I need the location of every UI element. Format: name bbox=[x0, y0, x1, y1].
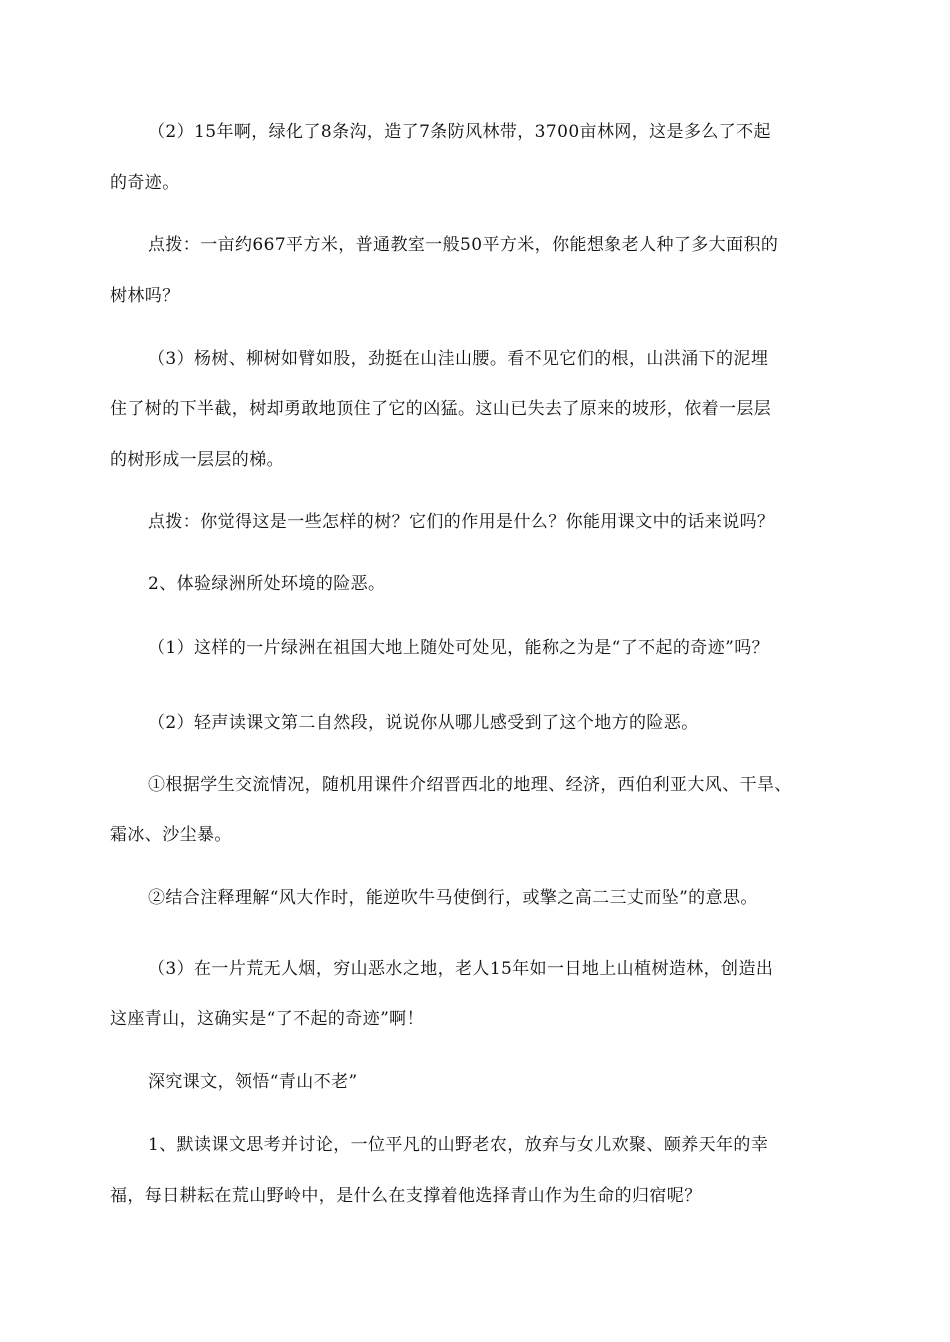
paragraph-p12-line-2: 福，每日耕耘在荒山野岭中，是什么在支撑着他选择青山作为生命的归宿呢？ bbox=[110, 1186, 702, 1206]
paragraph-p8-line-2: 霜冰、沙尘暴。 bbox=[110, 825, 232, 845]
paragraph-p1-line-2: 的奇迹。 bbox=[110, 173, 180, 193]
paragraph-p3-line-3: 的树形成一层层的梯。 bbox=[110, 450, 284, 470]
paragraph-p4-line-1: 点拨：你觉得这是一些怎样的树？它们的作用是什么？你能用课文中的话来说吗？ bbox=[148, 512, 775, 532]
section-heading: 深究课文，领悟“青山不老” bbox=[148, 1072, 358, 1092]
paragraph-p5-line-1: 2、体验绿洲所处环境的险恶。 bbox=[148, 574, 386, 594]
paragraph-p1-line-1: （2）15年啊，绿化了8条沟，造了7条防风林带，3700亩林网，这是多么了不起 bbox=[148, 122, 771, 142]
paragraph-p9-line-1: ②结合注释理解“风大作时，能逆吹牛马使倒行，或擎之高二三丈而坠”的意思。 bbox=[148, 888, 758, 908]
paragraph-p10-line-1: （3）在一片荒无人烟，穷山恶水之地，老人15年如一日地上山植树造林，创造出 bbox=[148, 959, 774, 979]
paragraph-p10-line-2: 这座青山，这确实是“了不起的奇迹”啊！ bbox=[110, 1009, 424, 1029]
paragraph-p7-line-1: （2）轻声读课文第二自然段，说说你从哪儿感受到了这个地方的险恶。 bbox=[148, 713, 699, 733]
paragraph-p6-line-1: （1）这样的一片绿洲在祖国大地上随处可处见，能称之为是“了不起的奇迹”吗？ bbox=[148, 638, 769, 658]
paragraph-p12-line-1: 1、默读课文思考并讨论，一位平凡的山野老农，放弃与女儿欢聚、颐养天年的幸 bbox=[148, 1135, 769, 1155]
paragraph-p3-line-1: （3）杨树、柳树如臂如股，劲挺在山洼山腰。看不见它们的根，山洪涌下的泥埋 bbox=[148, 349, 769, 369]
paragraph-p2-line-2: 树林吗？ bbox=[110, 286, 180, 306]
paragraph-p3-line-2: 住了树的下半截，树却勇敢地顶住了它的凶猛。这山已失去了原来的坡形，依着一层层 bbox=[110, 399, 772, 419]
paragraph-p2-line-1: 点拨：一亩约667平方米，普通教室一般50平方米，你能想象老人种了多大面积的 bbox=[148, 235, 779, 255]
paragraph-p8-line-1: ①根据学生交流情况，随机用课件介绍晋西北的地理、经济，西伯利亚大风、干旱、 bbox=[148, 775, 792, 795]
